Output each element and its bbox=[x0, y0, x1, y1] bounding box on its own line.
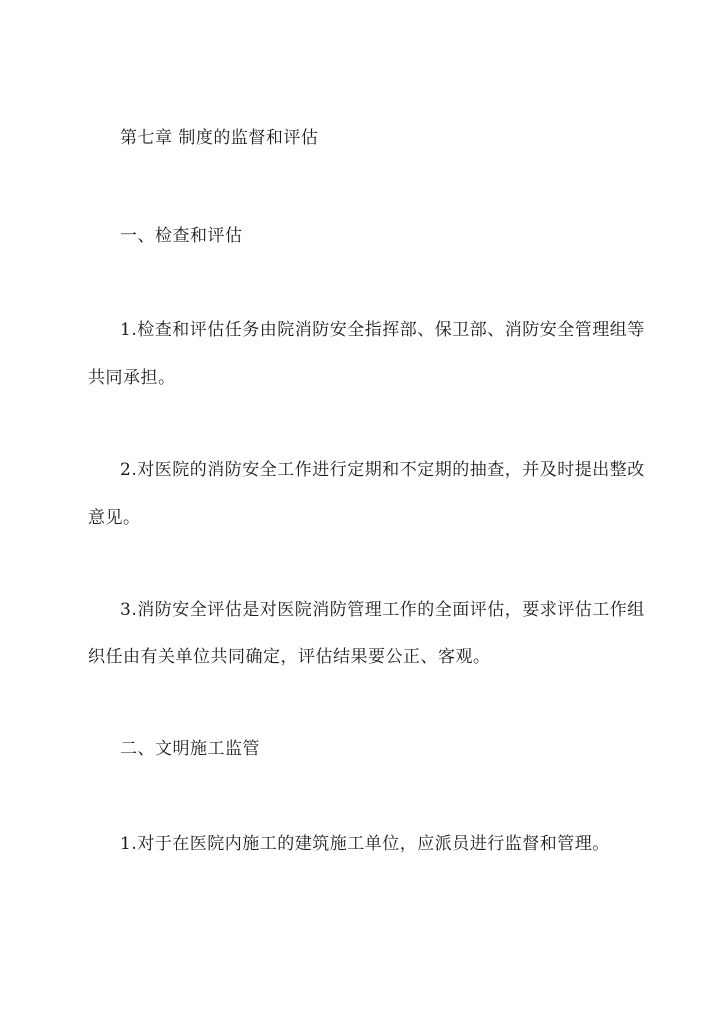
paragraph-line: 2.对医院的消防安全工作进行定期和不定期的抽查，并及时提出整改 bbox=[120, 460, 645, 480]
section-heading-inspection: 一、检查和评估 bbox=[120, 226, 243, 246]
section-heading-construction: 二、文明施工监管 bbox=[120, 739, 260, 759]
paragraph-line: 3.消防安全评估是对医院消防管理工作的全面评估，要求评估工作组 bbox=[120, 600, 645, 620]
paragraph-line: 1.对于在医院内施工的建筑施工单位，应派员进行监督和管理。 bbox=[120, 834, 610, 854]
chapter-title: 第七章 制度的监督和评估 bbox=[120, 128, 319, 148]
paragraph-line: 共同承担。 bbox=[88, 368, 176, 388]
paragraph-line: 1.检查和评估任务由院消防安全指挥部、保卫部、消防安全管理组等 bbox=[120, 320, 645, 340]
paragraph-line: 意见。 bbox=[88, 508, 141, 528]
paragraph-line: 织任由有关单位共同确定，评估结果要公正、客观。 bbox=[88, 647, 491, 667]
